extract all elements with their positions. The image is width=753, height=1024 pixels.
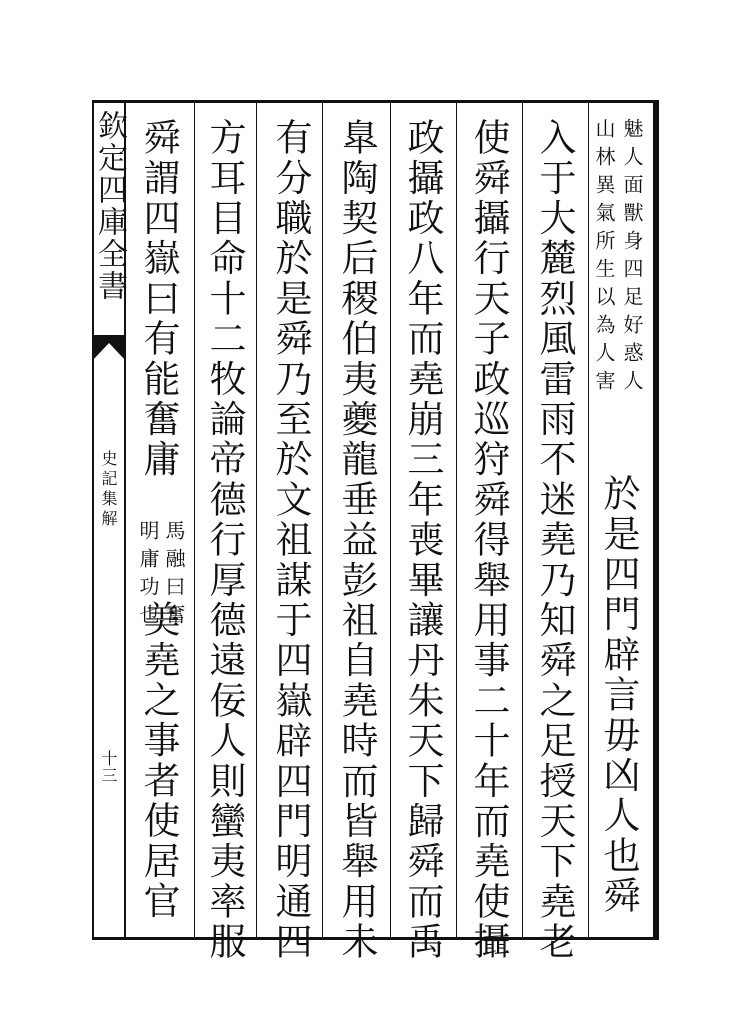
text-column: 政攝政八年而堯崩三年喪畢讓丹朱天下歸舜而禹	[401, 118, 444, 963]
frame-right-border	[653, 100, 659, 940]
text-column: 於是四門辟言毋凶人也舜	[597, 474, 640, 917]
note-line: 山林異氣所生以為人害	[592, 118, 616, 398]
column-rule	[588, 100, 589, 940]
text-column: 舜謂四嶽曰有能奮庸	[137, 118, 180, 480]
text-column: 臯陶契后稷伯夷夔龍垂益彭祖自堯時而皆舉用未	[335, 118, 378, 963]
column-rule	[322, 100, 323, 940]
book-title: 史記集解	[99, 450, 118, 530]
page-number: 十三	[99, 750, 118, 784]
column-rule	[456, 100, 457, 940]
fishtail-ornament	[92, 335, 126, 365]
column-rule	[390, 100, 391, 940]
text-column: 方耳目命十二牧論帝德行厚德遠佞人則蠻夷率服	[203, 118, 246, 963]
note-line: 馬融曰奮	[162, 520, 186, 632]
text-column: 美堯之事者使居官	[137, 600, 180, 922]
text-column: 有分職於是舜乃至於文祖謀于四嶽辟四門明通四	[269, 118, 312, 963]
column-rule	[522, 100, 523, 940]
series-title: 欽定四庫全書	[92, 110, 127, 302]
column-rule	[194, 100, 195, 940]
note-line: 魅人面獸身四足好惑人	[620, 118, 644, 398]
text-column: 入于大麓烈風雷雨不迷堯乃知舜之足授天下堯老	[533, 118, 576, 963]
note-line: 明庸功也	[136, 520, 160, 632]
text-column: 使舜攝行天子政巡狩舜得舉用事二十年而堯使攝	[467, 118, 510, 963]
column-rule	[256, 100, 257, 940]
